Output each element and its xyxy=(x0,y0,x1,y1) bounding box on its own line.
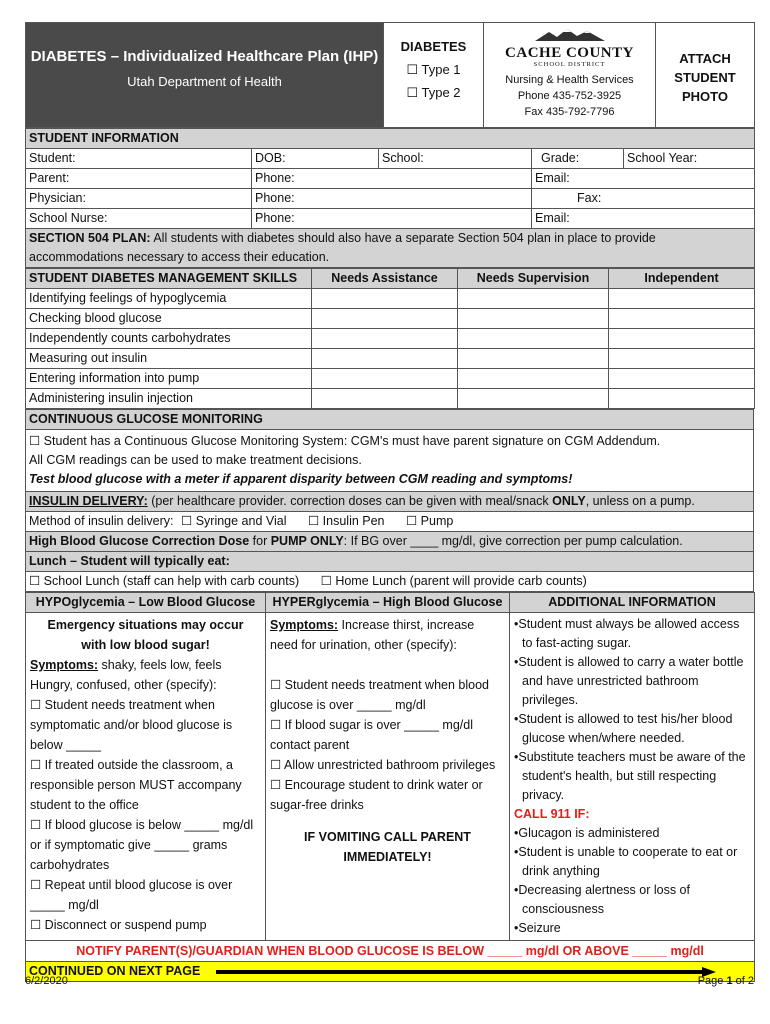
district-fax: Fax 435-792-7796 xyxy=(524,106,615,118)
skill-label: Measuring out insulin xyxy=(26,349,312,369)
hypo-symptoms xyxy=(30,655,261,695)
hypo-item-1[interactable]: ☐ Student needs treatment when symptomatic and/or blood glucose is below _____ xyxy=(30,698,233,752)
cgm-warning: Test blood glucose with a meter if apparent disparity between CGM reading and symptoms! xyxy=(29,472,573,486)
nurse-field[interactable]: School Nurse: xyxy=(26,209,252,229)
hyper-item-2[interactable]: ☐ If blood sugar is over _____ mg/dl contact parent xyxy=(270,718,473,752)
parent-phone-field[interactable]: Phone: xyxy=(252,169,532,189)
skill-cell[interactable] xyxy=(458,309,609,329)
fax-field[interactable] xyxy=(532,189,755,209)
call-911-item: •Decreasing alertness or loss of consciousness xyxy=(514,883,690,916)
logo-name: CACHE COUNTY xyxy=(505,45,634,61)
hypo-item-3[interactable]: ☐ If blood glucose is below _____ mg/dl or if symptomatic give _____ grams carbohydrates xyxy=(30,818,254,872)
hypo-symptoms-text: shaky, feels low, feels Hungry, confused, other (specify): xyxy=(30,658,222,692)
page-num: 1 xyxy=(726,975,733,987)
page-subtitle: Utah Department of Health xyxy=(127,74,282,89)
skill-cell[interactable] xyxy=(312,329,458,349)
additional-column xyxy=(510,613,755,941)
hyper-symptoms xyxy=(270,615,505,655)
skills-table xyxy=(25,268,755,409)
page-number xyxy=(698,975,754,987)
cgm-note: All CGM readings can be used to make treatment decisions. xyxy=(29,453,362,467)
school-lunch-checkbox[interactable]: ☐ School Lunch (staff can help with carb counts) xyxy=(29,574,300,588)
insulin-only: ONLY xyxy=(552,494,586,508)
skill-cell[interactable] xyxy=(609,369,755,389)
vomit-line-2: IMMEDIATELY! xyxy=(343,850,432,864)
syringe-checkbox[interactable]: ☐ Syringe and Vial xyxy=(181,514,287,528)
cgm-insulin-table xyxy=(25,409,754,592)
insulin-pen-checkbox[interactable]: ☐ Insulin Pen xyxy=(307,514,385,528)
fax-label: Fax: xyxy=(577,191,602,205)
photo-box[interactable] xyxy=(656,23,755,128)
skill-cell[interactable] xyxy=(458,349,609,369)
call-911-item: •Glucagon is administered xyxy=(514,826,660,840)
skill-cell[interactable] xyxy=(609,329,755,349)
hypo-item-2[interactable]: ☐ If treated outside the classroom, a responsible person MUST accompany student to the office xyxy=(30,758,242,812)
home-lunch-checkbox[interactable]: ☐ Home Lunch (parent will provide carb counts) xyxy=(320,574,587,588)
physician-phone-field[interactable]: Phone: xyxy=(252,189,532,209)
call-911-heading: CALL 911 IF: xyxy=(514,807,590,821)
district-line1: Nursing & Health Services xyxy=(505,74,634,86)
hyper-item-1[interactable]: ☐ Student needs treatment when blood glucose is over _____ mg/dl xyxy=(270,678,489,712)
school-field[interactable]: School: xyxy=(379,149,532,169)
insulin-label: INSULIN DELIVERY: xyxy=(29,494,148,508)
continued-label: CONTINUED ON NEXT PAGE xyxy=(29,964,201,978)
hypo-item-5[interactable]: ☐ Disconnect or suspend pump xyxy=(30,918,207,932)
skill-cell[interactable] xyxy=(312,289,458,309)
skill-label: Independently counts carbohydrates xyxy=(26,329,312,349)
skill-cell[interactable] xyxy=(312,309,458,329)
mountain-icon xyxy=(535,29,605,41)
district-logo xyxy=(484,29,655,70)
district-phone: Phone 435-752-3925 xyxy=(517,90,622,102)
title-block xyxy=(26,23,384,128)
col-independent: Independent xyxy=(609,269,755,289)
photo-label-3: PHOTO xyxy=(682,89,728,104)
grade-label: Grade: xyxy=(541,151,580,165)
skill-row xyxy=(26,289,755,309)
form-header xyxy=(25,22,755,128)
insulin-text2: , unless on a pump. xyxy=(585,494,695,508)
correction-row xyxy=(26,532,754,552)
skill-row xyxy=(26,389,755,409)
skill-row xyxy=(26,329,755,349)
section-504-note xyxy=(26,229,755,268)
hypo-emergency-2: with low blood sugar! xyxy=(81,638,210,652)
correction-label: High Blood Glucose Correction Dose xyxy=(29,534,250,548)
skill-label: Entering information into pump xyxy=(26,369,312,389)
skill-cell[interactable] xyxy=(458,389,609,409)
page-title: DIABETES – Individualized Healthcare Plan (IHP) xyxy=(30,48,379,65)
skills-heading: STUDENT DIABETES MANAGEMENT SKILLS xyxy=(26,269,312,289)
correction-for: for xyxy=(249,534,271,548)
footer-date: 6/2/2020 xyxy=(25,975,68,987)
pump-checkbox[interactable]: ☐ Pump xyxy=(406,514,454,528)
skill-cell[interactable] xyxy=(609,289,755,309)
page-suffix: of 2 xyxy=(732,975,754,987)
physician-field[interactable]: Physician: xyxy=(26,189,252,209)
skill-cell[interactable] xyxy=(609,389,755,409)
student-info-table xyxy=(25,128,755,268)
district-block xyxy=(484,23,656,128)
skill-cell[interactable] xyxy=(312,369,458,389)
nurse-phone-field[interactable]: Phone: xyxy=(252,209,532,229)
hypo-symptoms-label: Symptoms: xyxy=(30,658,99,672)
cgm-checkbox[interactable]: ☐ Student has a Continuous Glucose Monitoring System: CGM's must have parent signature on CGM Addendum. xyxy=(29,434,661,448)
hyper-heading: HYPERglycemia – High Blood Glucose xyxy=(266,593,510,613)
hypo-heading: HYPOglycemia – Low Blood Glucose xyxy=(26,593,266,613)
grade-field[interactable] xyxy=(532,149,624,169)
hyper-column xyxy=(266,613,510,941)
hypo-emergency-1: Emergency situations may occur xyxy=(47,618,244,632)
insulin-heading xyxy=(26,492,754,512)
section-504-text: All students with diabetes should also have a separate Section 504 plan in place to provide accommodations necessary to access their education. xyxy=(29,231,656,264)
skill-cell[interactable] xyxy=(458,369,609,389)
diabetes-type-block xyxy=(384,23,484,128)
diabetes-label: DIABETES xyxy=(400,39,467,54)
skill-cell[interactable] xyxy=(458,329,609,349)
nurse-email-field[interactable]: Email: xyxy=(532,209,755,229)
page-prefix: Page xyxy=(697,975,727,987)
skill-label: Identifying feelings of hypoglycemia xyxy=(26,289,312,309)
correction-text: : If BG over ____ mg/dl, give correction per pump calculation. xyxy=(343,534,683,548)
cgm-heading: CONTINUOUS GLUCOSE MONITORING xyxy=(26,410,754,430)
additional-item: •Student must always be allowed access to fast-acting sugar. xyxy=(514,617,740,650)
student-info-heading: STUDENT INFORMATION xyxy=(26,129,755,149)
lunch-heading: Lunch – Student will typically eat: xyxy=(26,552,754,572)
skill-label: Checking blood glucose xyxy=(26,309,312,329)
photo-label-2: STUDENT xyxy=(674,70,736,85)
skill-cell[interactable] xyxy=(609,309,755,329)
notify-parent-banner: NOTIFY PARENT(S)/GUARDIAN WHEN BLOOD GLUCOSE IS BELOW _____ mg/dl OR ABOVE _____ mg/dl xyxy=(26,941,755,962)
lunch-options xyxy=(26,572,754,592)
call-911-item: •Student is unable to cooperate to eat or drink anything xyxy=(514,845,738,878)
col-needs-supervision: Needs Supervision xyxy=(458,269,609,289)
dob-field[interactable]: DOB: xyxy=(252,149,379,169)
photo-label-1: ATTACH xyxy=(679,51,731,66)
skill-cell[interactable] xyxy=(458,289,609,309)
page-footer xyxy=(25,975,754,987)
skill-row xyxy=(26,309,755,329)
skill-cell[interactable] xyxy=(312,389,458,409)
skill-row xyxy=(26,349,755,369)
additional-item: •Student is allowed to test his/her blood glucose when/where needed. xyxy=(514,712,733,745)
glycemia-table xyxy=(25,592,755,982)
hyper-item-3[interactable]: ☐ Allow unrestricted bathroom privileges xyxy=(270,758,496,772)
skill-cell[interactable] xyxy=(312,349,458,369)
skill-cell[interactable] xyxy=(609,349,755,369)
hypo-item-4[interactable]: ☐ Repeat until blood glucose is over _____ mg/dl xyxy=(30,878,233,912)
type2-checkbox[interactable]: ☐ Type 2 xyxy=(406,85,461,100)
call-911-item: •Seizure xyxy=(514,921,561,935)
hypo-column xyxy=(26,613,266,941)
hyper-item-4[interactable]: ☐ Encourage student to drink water or sugar-free drinks xyxy=(270,778,483,812)
method-label: Method of insulin delivery: xyxy=(29,514,174,528)
additional-item: •Substitute teachers must be aware of the student's health, but still respecting privacy. xyxy=(514,750,746,802)
skill-row xyxy=(26,369,755,389)
correction-pump: PUMP ONLY xyxy=(270,534,344,548)
skill-label: Administering insulin injection xyxy=(26,389,312,409)
ihp-form xyxy=(25,22,754,982)
student-field[interactable]: Student: xyxy=(26,149,252,169)
insulin-text: (per healthcare provider. correction doses can be given with meal/snack xyxy=(147,494,553,508)
col-needs-assistance: Needs Assistance xyxy=(312,269,458,289)
school-year-field[interactable]: School Year: xyxy=(624,149,755,169)
cgm-block xyxy=(26,430,754,492)
parent-field[interactable]: Parent: xyxy=(26,169,252,189)
type1-checkbox[interactable]: ☐ Type 1 xyxy=(406,62,461,77)
hyper-symptoms-label: Symptoms: xyxy=(270,618,339,632)
parent-email-field[interactable]: Email: xyxy=(532,169,755,189)
hyper-symptoms-text: Increase thirst, increase need for urination, other (specify): xyxy=(270,618,475,652)
logo-sub: SCHOOL DISTRICT xyxy=(533,61,606,68)
section-504-label: SECTION 504 PLAN: xyxy=(29,231,151,245)
additional-heading: ADDITIONAL INFORMATION xyxy=(510,593,755,613)
insulin-method-row xyxy=(26,512,754,532)
vomit-line-1: IF VOMITING CALL PARENT xyxy=(304,830,471,844)
additional-item: •Student is allowed to carry a water bottle and have unrestricted bathroom privileges. xyxy=(514,655,744,707)
